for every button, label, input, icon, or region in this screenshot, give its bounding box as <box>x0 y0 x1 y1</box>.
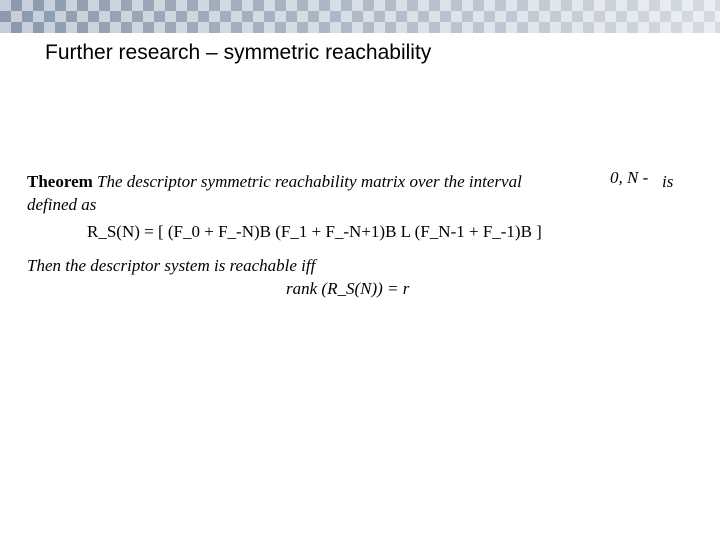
rank-condition: rank (R_S(N)) = r <box>286 279 410 298</box>
theorem-then-text: Then the descriptor system is reachable iff <box>27 256 316 275</box>
slide-title: Further research – symmetric reachability <box>45 41 432 64</box>
theorem-keyword: Theorem <box>27 172 93 191</box>
theorem-defined-as: defined as <box>27 195 97 214</box>
reachability-matrix-formula: R_S(N) = [ (F_0 + F_-N)B (F_1 + F_-N+1)B L (F_N-1 + F_-1)B ] <box>87 222 542 241</box>
theorem-interval: 0, N - <box>610 168 649 187</box>
theorem-statement: The descriptor symmetric reachability matrix over the interval <box>97 172 522 191</box>
slide-header-checkerboard <box>0 0 720 34</box>
theorem-is-word: is <box>662 172 674 191</box>
theorem-first-line <box>27 172 522 192</box>
